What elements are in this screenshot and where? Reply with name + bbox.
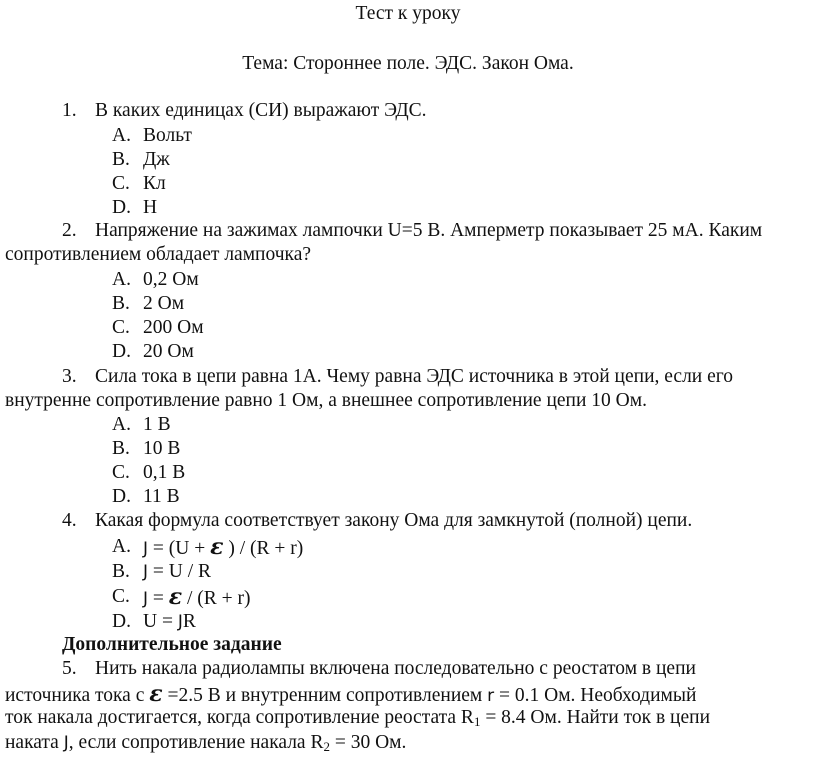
option-text: Вольт [143,125,192,146]
option-text: 11 В [143,486,180,507]
option-text [143,610,196,634]
extra-task-heading: Дополнительное задание [62,634,282,655]
text-part: = 8.4 Ом. Найти ток в цепи [480,707,711,728]
option-text: 2 Ом [143,293,185,314]
question-1 [62,99,427,123]
option-text: 200 Ом [143,317,204,338]
current-symbol: J [63,733,69,753]
text-part: =2.5 В и внутренним сопротивлением [162,685,488,706]
option-text: 1 В [143,414,171,435]
question-text: Напряжение на зажимах лампочки U=5 В. Амперметр показывает 25 мА. Каким [95,220,763,241]
option-letter: B. [112,438,130,459]
question-text: В каких единицах (СИ) выражают ЭДС. [95,100,427,121]
question-5-line-2 [5,682,696,708]
option-letter: B. [112,293,130,314]
question-3 [62,365,734,389]
option-letter: B. [112,149,130,170]
option-letter: A. [112,125,131,146]
topic-line: Тема: Стороннее поле. ЭДС. Закон Ома. [242,53,574,74]
formula-part: U = [143,611,178,632]
text-part: = 0.1 Ом. Необходимый [494,685,697,706]
option-text: 20 Ом [143,341,194,362]
question-number: 5. [62,658,77,679]
current-symbol: J [143,562,149,582]
text-part: источника тока с [5,685,150,706]
formula-part: = (U + [148,538,211,559]
option-letter: A. [112,414,131,435]
option-letter: D. [112,611,131,632]
formula-part: / (R + r) [182,588,251,609]
text-part: , если сопротивление накала R [68,732,324,753]
question-5-line-4 [5,731,406,755]
subscript: 1 [473,714,481,729]
question-4 [62,509,693,533]
option-letter: B. [112,561,130,582]
question-text: Сила тока в цепи равна 1А. Чему равна ЭДС источника в этой цепи, если его [95,366,734,387]
question-2-continuation: сопротивлением обладает лампочка? [5,244,312,265]
option-letter: C. [112,317,130,338]
option-text: 0,1 В [143,462,186,483]
text-part: ток накала достигается, когда сопротивление реостата R [5,707,474,728]
formula-part: ) / (R + r) [223,538,304,559]
current-symbol: J [177,612,183,632]
question-number: 3. [62,366,77,387]
subscript: 2 [323,739,330,754]
emf-symbol: ε [149,681,163,707]
text-part: наката [5,732,64,753]
question-2 [62,219,763,243]
question-5 [62,657,696,681]
emf-symbol: ε [168,584,183,610]
question-number: 4. [62,510,77,531]
option-letter: D. [112,197,131,218]
emf-symbol: ε [210,534,224,560]
option-text [143,560,211,584]
current-symbol: J [143,539,149,559]
option-letter: A. [112,269,131,290]
formula-part: = U / R [148,561,212,582]
question-text: Нить накала радиолампы включена последовательно с реостатом в цепи [95,658,696,679]
resistance-symbol: r [487,686,495,706]
option-letter: C. [112,586,130,607]
question-3-continuation: внутренне сопротивление равно 1 Ом, а внешнее сопротивление цепи 10 Ом. [5,390,647,411]
option-text: Дж [143,149,170,170]
text-part: = 30 Ом. [329,732,407,753]
option-text: 10 В [143,438,181,459]
question-number: 1. [62,100,77,121]
current-symbol: J [143,589,149,609]
document-title: Тест к уроку [355,3,461,24]
question-text: Какая формула соответствует закону Ома для замкнутой (полной) цепи. [95,510,693,531]
option-letter: D. [112,341,131,362]
option-text [143,585,251,611]
option-letter: C. [112,173,130,194]
question-number: 2. [62,220,77,241]
option-letter: D. [112,486,131,507]
question-5-line-3 [5,706,710,730]
option-letter: A. [112,536,131,557]
option-text [143,535,303,561]
formula-part: R [182,611,196,632]
option-text: 0,2 Ом [143,269,199,290]
option-text: Н [143,197,158,218]
option-text: Кл [143,173,166,194]
option-letter: C. [112,462,130,483]
formula-part: = [148,588,169,609]
